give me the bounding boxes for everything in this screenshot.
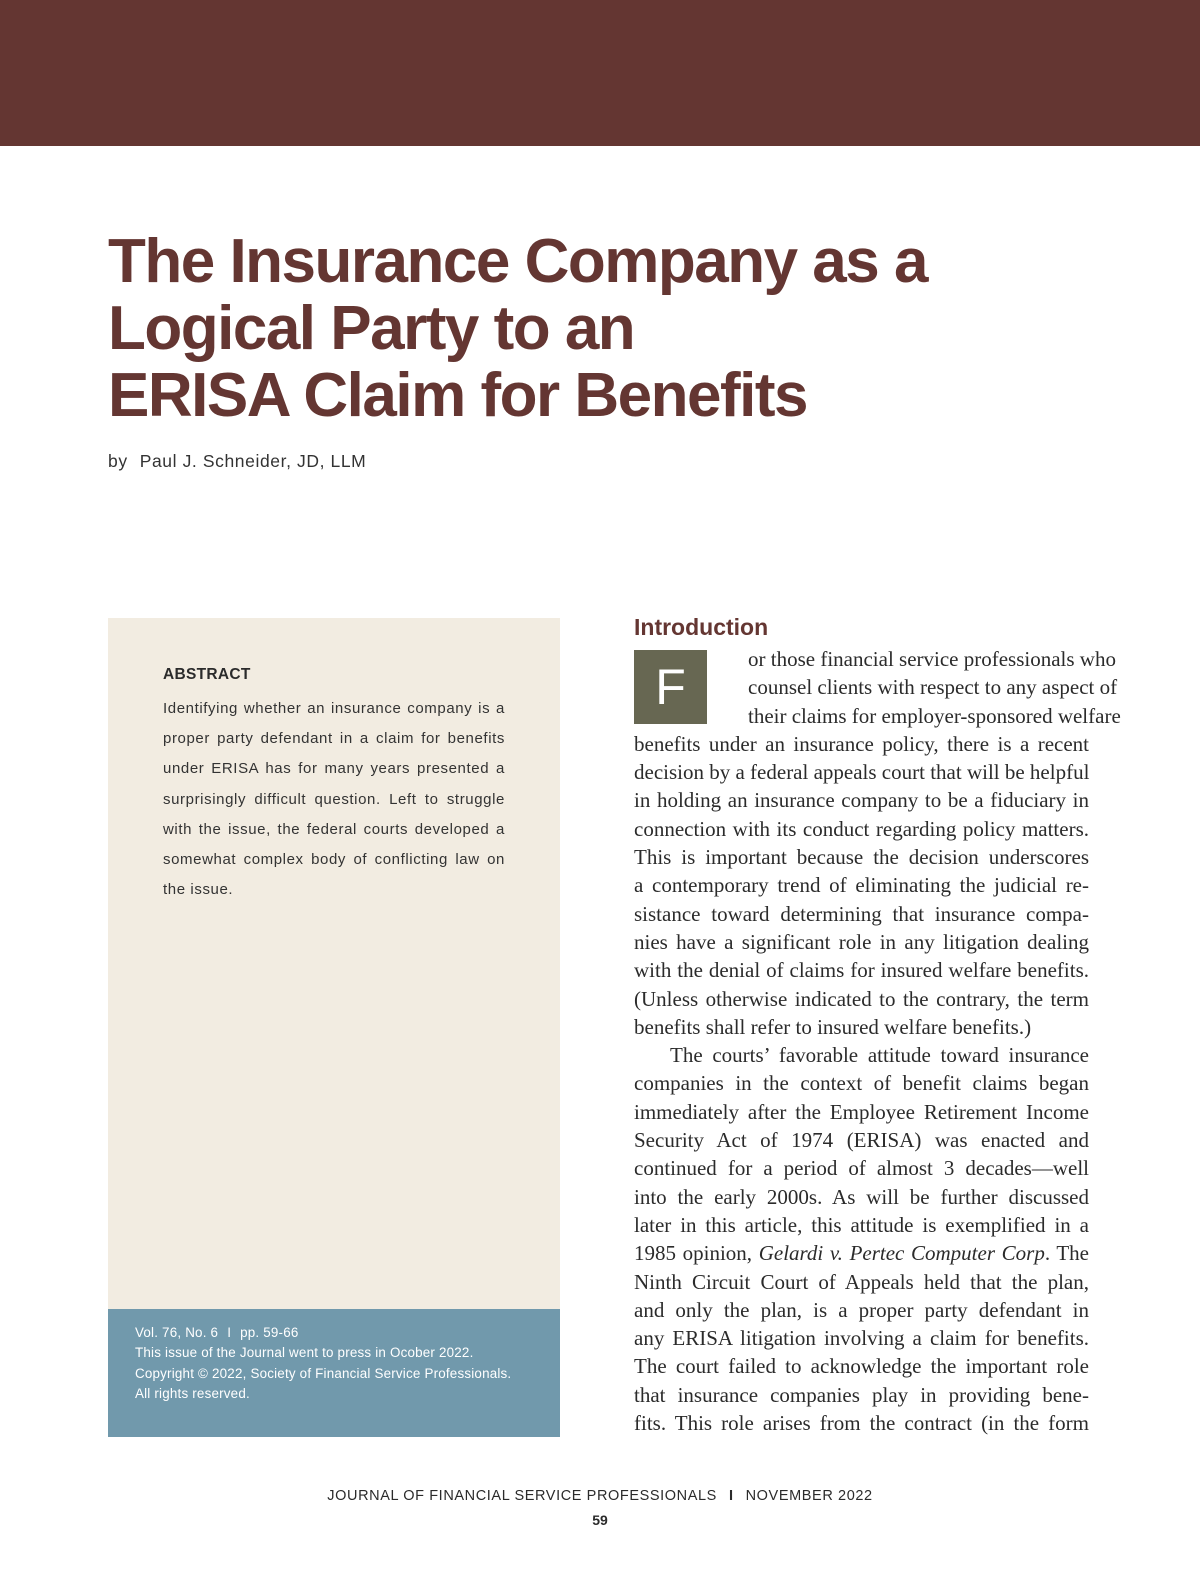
byline-prefix: by — [108, 451, 128, 471]
title-line: Logical Party to an — [108, 294, 635, 363]
title-line: ERISA Claim for Benefits — [108, 361, 807, 430]
author-name: Paul J. Schneider, JD, LLM — [139, 451, 367, 471]
body-line: sistance toward determining that insurance compa- — [634, 901, 1089, 926]
journal-name: JOURNAL OF FINANCIAL SERVICE PROFESSIONALS — [327, 1488, 717, 1504]
body-line: in holding an insurance company to be a fiduciary in — [634, 788, 1089, 813]
body-line: and only the plan, is a proper party defendant in — [634, 1297, 1089, 1322]
body-line: their claims for employer-sponsored welfare — [748, 703, 1121, 728]
body-line — [634, 1239, 1089, 1267]
copyright-notice: Copyright © 2022, Society of Financial Service Professionals. — [135, 1366, 512, 1381]
body-line: companies in the context of benefit claims began — [634, 1071, 1089, 1096]
body-line: continued for a period of almost 3 decades—well — [634, 1156, 1089, 1181]
article-title — [108, 228, 1008, 429]
body-line: with the denial of claims for insured welfare benefits. — [634, 958, 1089, 983]
publication-info-box — [108, 1309, 560, 1437]
body-line: Security Act of 1974 (ERISA) was enacted and — [634, 1128, 1089, 1153]
rights-notice: All rights reserved. — [135, 1386, 250, 1401]
body-line: into the early 2000s. As will be further discussed — [634, 1184, 1089, 1209]
body-line: immediately after the Employee Retirement Income — [634, 1099, 1089, 1124]
body-line-text: 1985 opinion, — [634, 1241, 753, 1266]
body-line: connection with its conduct regarding policy matters. — [634, 816, 1089, 841]
introduction-heading: Introduction — [634, 614, 769, 640]
abstract-box — [108, 618, 560, 1309]
volume-line — [135, 1323, 299, 1343]
body-line: or those financial service professionals who — [748, 647, 1116, 671]
header-band — [0, 0, 1200, 146]
body-line: (Unless otherwise indicated to the contrary, the term — [634, 986, 1089, 1011]
drop-cap: F — [634, 650, 707, 724]
body-line: benefits shall refer to insured welfare benefits.) — [634, 1014, 1032, 1039]
abstract-text: Identifying whether an insurance company is a proper party defendant in a claim for benefits under ERISA has for many years presented a surprisingly difficult question. Left to struggle with the issue, the federal courts developed a somewhat complex body of conflicting law on the issue. — [163, 700, 505, 899]
issue-date: NOVEMBER 2022 — [745, 1488, 873, 1504]
body-line: This is important because the decision underscores — [634, 845, 1089, 870]
volume-separator: I — [227, 1325, 232, 1340]
press-note: This issue of the Journal went to press in Ocober 2022. — [135, 1345, 474, 1360]
body-line: The courts’ favorable attitude toward insurance — [670, 1043, 1089, 1068]
body-line: Ninth Circuit Court of Appeals held that the plan, — [634, 1269, 1089, 1294]
body-line: fits. This role arises from the contract (in the form — [634, 1411, 1089, 1436]
abstract-heading: ABSTRACT — [163, 666, 251, 683]
body-line: nies have a significant role in any litigation dealing — [634, 929, 1089, 954]
case-citation: Gelardi v. Pertec Computer Corp — [758, 1241, 1045, 1266]
page-range: pp. 59-66 — [240, 1325, 299, 1340]
body-line: that insurance companies play in providing bene- — [634, 1382, 1089, 1407]
page-number: 59 — [592, 1512, 608, 1528]
body-line: any ERISA litigation involving a claim for benefits. — [634, 1326, 1089, 1351]
body-line: benefits under an insurance policy, there is a recent — [634, 731, 1089, 756]
volume: Vol. 76, No. 6 — [135, 1325, 219, 1340]
body-line: The court failed to acknowledge the important role — [634, 1354, 1089, 1379]
body-line: decision by a federal appeals court that will be helpful — [634, 760, 1090, 785]
body-line: later in this article, this attitude is exemplified in a — [634, 1212, 1089, 1237]
introduction-body — [634, 645, 1121, 1437]
footer-separator: I — [728, 1488, 734, 1504]
byline — [108, 451, 366, 472]
body-line: counsel clients with respect to any aspect of — [748, 675, 1118, 700]
body-line: a contemporary trend of eliminating the judicial re- — [634, 873, 1089, 898]
title-line: The Insurance Company as a — [108, 227, 927, 296]
body-line-text: . The — [1044, 1241, 1089, 1266]
page-footer — [0, 1488, 1200, 1504]
